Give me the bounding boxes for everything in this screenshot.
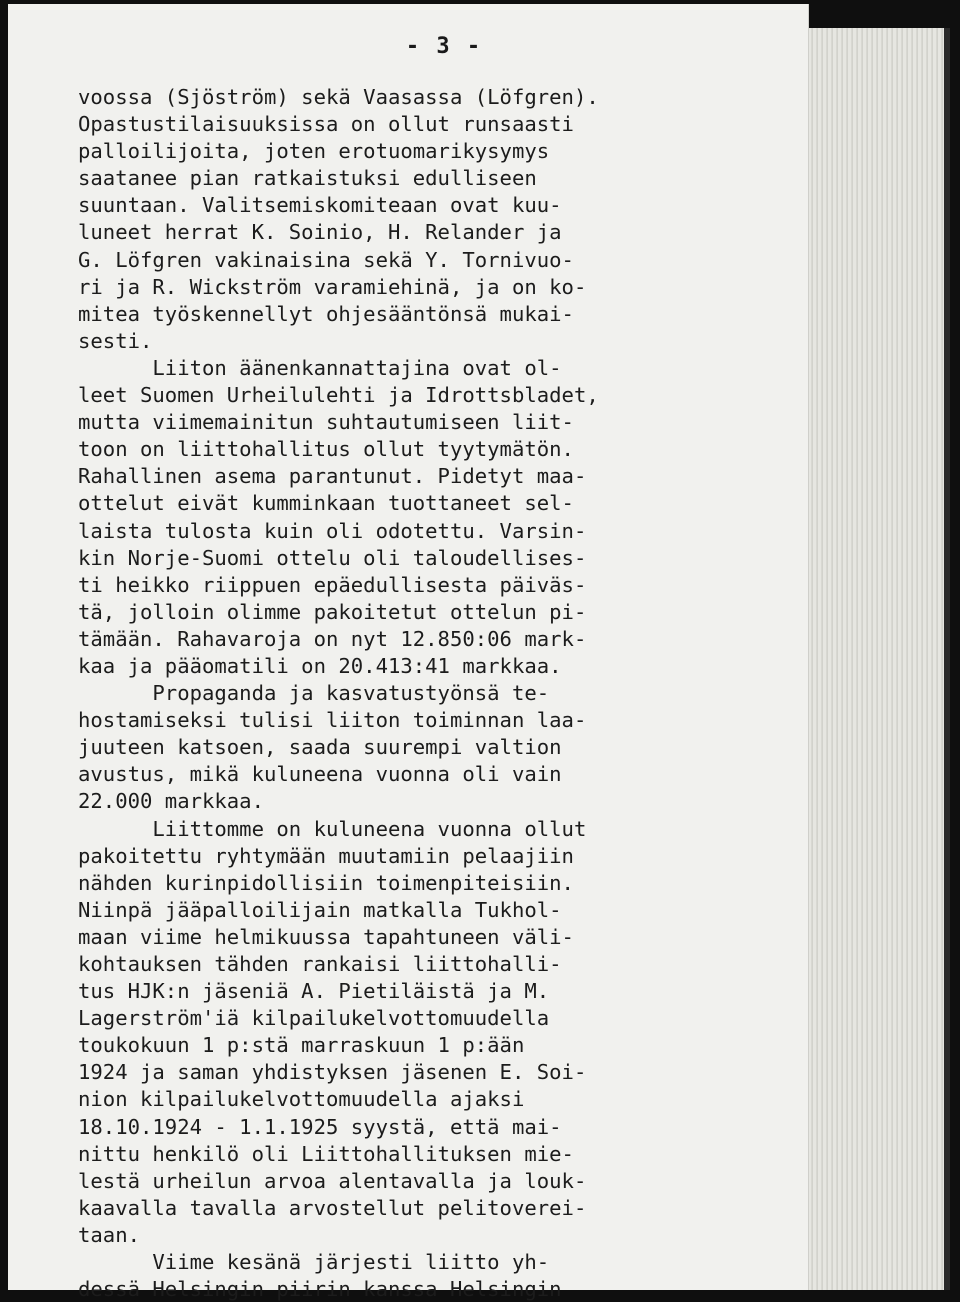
text-line: laista tulosta kuin oli odotettu. Varsin-	[78, 518, 587, 543]
text-line: suuntaan. Valitsemiskomiteaan ovat kuu-	[78, 193, 562, 218]
text-line: mutta viimemainitun suhtautumiseen liit-	[78, 410, 574, 435]
text-line: lestä urheilun arvoa alentavalla ja louk-	[78, 1168, 587, 1193]
text-line: voossa (Sjöström) sekä Vaasassa (Löfgren).	[78, 85, 599, 109]
text-line: Liittomme on kuluneena vuonna ollut	[78, 816, 587, 841]
text-line: dessä Helsingin piirin kanssa Helsingin	[78, 1277, 562, 1302]
text-line: Opastustilaisuuksissa on ollut runsaasti	[78, 112, 574, 137]
text-line: leet Suomen Urheilulehti ja Idrottsbladet,	[78, 383, 599, 408]
page-number: - 3 -	[405, 34, 483, 59]
text-line: palloilijoita, joten erotuomarikysymys	[78, 139, 550, 164]
text-line: luneet herrat K. Soinio, H. Relander ja	[78, 220, 562, 245]
document-page	[8, 4, 809, 1302]
text-line: toukokuun 1 p:stä marraskuun 1 p:ään	[78, 1033, 525, 1058]
text-line: toon on liittohallitus ollut tyytymätön.	[78, 437, 574, 462]
text-line: tämään. Rahavaroja on nyt 12.850:06 mark-	[78, 626, 587, 651]
text-line: G. Löfgren vakinaisina sekä Y. Tornivuo-	[78, 247, 574, 272]
text-line: juuteen katsoen, saada suurempi valtion	[78, 735, 562, 760]
text-line: tus HJK:n jäseniä A. Pietiläistä ja M.	[78, 979, 550, 1004]
text-line: ottelut eivät kumminkaan tuottaneet sel-	[78, 491, 574, 516]
text-line: 22.000 markkaa.	[78, 789, 264, 814]
text-line: nittu henkilö oli Liittohallituksen mie-	[78, 1141, 574, 1166]
text-line: nion kilpailukelvottomuudella ajaksi	[78, 1087, 525, 1112]
text-line: Viime kesänä järjesti liitto yh-	[78, 1250, 550, 1275]
text-line: kin Norje-Suomi ottelu oli taloudellises-	[78, 545, 587, 570]
text-line: Lagerström'iä kilpailukelvottomuudella	[78, 1006, 550, 1031]
text-line: mitea työskennellyt ohjesääntönsä mukai-	[78, 301, 574, 326]
text-line: nähden kurinpidollisiin toimenpiteisiin.	[78, 870, 574, 895]
text-line: sesti.	[78, 328, 153, 353]
text-line: 18.10.1924 - 1.1.1925 syystä, että mai-	[78, 1114, 562, 1139]
text-line: maan viime helmikuussa tapahtuneen väli-	[78, 924, 574, 949]
book-spine-shadow	[944, 28, 950, 1290]
text-line: avustus, mikä kuluneena vuonna oli vain	[78, 762, 562, 787]
text-line: Propaganda ja kasvatustyönsä te-	[78, 681, 550, 706]
body-text	[78, 84, 798, 1302]
text-line: Niinpä jääpalloilijain matkalla Tukhol-	[78, 897, 562, 922]
text-line: kohtauksen tähden rankaisi liittohalli-	[78, 952, 562, 976]
text-line: hostamiseksi tulisi liiton toiminnan laa-	[78, 708, 587, 733]
text-line: ti heikko riippuen epäedullisesta päiväs-	[78, 572, 587, 597]
text-line: taan.	[78, 1222, 140, 1247]
text-line: ri ja R. Wickström varamiehinä, ja on ko-	[78, 274, 587, 299]
text-line: pakoitettu ryhtymään muutamiin pelaajiin	[78, 843, 574, 868]
text-line: kaa ja pääomatili on 20.413:41 markkaa.	[78, 653, 562, 678]
text-line: Rahallinen asema parantunut. Pidetyt maa-	[78, 464, 587, 489]
text-line: saatanee pian ratkaistuksi edulliseen	[78, 166, 537, 191]
text-line: tä, jolloin olimme pakoitetut ottelun pi-	[78, 599, 587, 624]
page-stack-edge	[808, 28, 948, 1290]
text-line: kaavalla tavalla arvostellut pelitoverei-	[78, 1195, 587, 1220]
text-line: Liiton äänenkannattajina ovat ol-	[78, 355, 562, 380]
text-line: 1924 ja saman yhdistyksen jäsenen E. Soi-	[78, 1060, 587, 1085]
